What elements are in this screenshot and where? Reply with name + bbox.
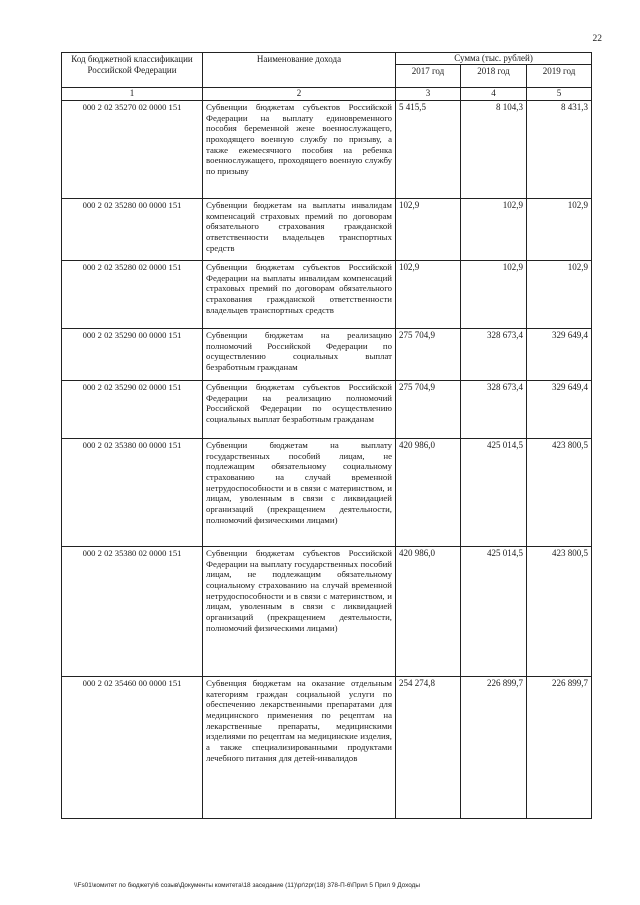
column-index: 3 [396, 87, 461, 100]
table-row [62, 546, 592, 676]
amount-2017-cell: 420 986,0 [396, 546, 461, 676]
revenue-name-cell: Субвенции бюджетам субъектов Российской Федерации на выплату единовременного пособия беременной жене военнослужащего, проходящего военную службу по призыву, а также ежемесячного пособия на ребенка военнослужащего, проходящего военную службу по призыву [203, 100, 396, 198]
amount-2019-cell: 8 431,3 [527, 100, 592, 198]
revenue-name-cell: Субвенции бюджетам на выплату государственных пособий лицам, не подлежащим обязательному социальному страхованию на случай временной нетрудоспособности и в связи с материнством, и лицам, уволенным в связи с ликвидацией организаций (прекращением деятельности, полномочий физическими лицами) [203, 438, 396, 546]
amount-2017-cell: 102,9 [396, 198, 461, 260]
budget-code-cell: 000 2 02 35280 00 0000 151 [62, 198, 203, 260]
page-number: 22 [592, 34, 602, 44]
revenue-name-cell: Субвенции бюджетам субъектов Российской Федерации на выплаты инвалидам компенсаций страховых премий по договорам обязательного страхования гражданской ответственности владельцев транспортных средств [203, 260, 396, 328]
table-row [62, 380, 592, 438]
table-row [62, 198, 592, 260]
budget-code-cell: 000 2 02 35270 02 0000 151 [62, 100, 203, 198]
name-column-header: Наименование дохода [203, 53, 396, 88]
column-index: 1 [62, 87, 203, 100]
amount-2018-cell: 425 014,5 [461, 438, 527, 546]
amount-2018-cell: 8 104,3 [461, 100, 527, 198]
year-header-2018: 2018 год [461, 64, 527, 87]
amount-2017-cell: 102,9 [396, 260, 461, 328]
column-index-row [62, 87, 592, 100]
budget-code-cell: 000 2 02 35380 00 0000 151 [62, 438, 203, 546]
table-row [62, 328, 592, 380]
footer-file-path: \\Fs01\комитет по бюджету\6 созыв\Документы комитета\18 заседание (11)\pr\zpr(18) 378-П-6\Прил 5 Прил 9 Доходы [74, 882, 421, 889]
budget-code-cell: 000 2 02 35280 02 0000 151 [62, 260, 203, 328]
table-header [62, 53, 592, 88]
amount-2019-cell: 329 649,4 [527, 328, 592, 380]
code-column-header: Код бюджетной классификации Российской Федерации [62, 53, 203, 88]
amount-2018-cell: 328 673,4 [461, 380, 527, 438]
year-header-2017: 2017 год [396, 64, 461, 87]
column-index: 2 [203, 87, 396, 100]
amount-2018-cell: 102,9 [461, 198, 527, 260]
table-body [62, 87, 592, 818]
revenue-name-cell: Субвенции бюджетам на выплаты инвалидам компенсаций страховых премий по договорам обязательного страхования гражданской ответственности владельцев транспортных средств [203, 198, 396, 260]
amount-2019-cell: 329 649,4 [527, 380, 592, 438]
amount-2019-cell: 423 800,5 [527, 546, 592, 676]
amount-2017-cell: 254 274,8 [396, 676, 461, 818]
table-row [62, 438, 592, 546]
table-row [62, 676, 592, 818]
amount-2017-cell: 275 704,9 [396, 380, 461, 438]
amount-2019-cell: 226 899,7 [527, 676, 592, 818]
revenue-table [61, 52, 592, 819]
amount-2017-cell: 420 986,0 [396, 438, 461, 546]
table-row [62, 100, 592, 198]
amount-2018-cell: 102,9 [461, 260, 527, 328]
amount-2018-cell: 328 673,4 [461, 328, 527, 380]
amount-2017-cell: 5 415,5 [396, 100, 461, 198]
column-index: 4 [461, 87, 527, 100]
amount-2017-cell: 275 704,9 [396, 328, 461, 380]
amount-2018-cell: 425 014,5 [461, 546, 527, 676]
amount-2019-cell: 423 800,5 [527, 438, 592, 546]
table-row [62, 260, 592, 328]
amount-2018-cell: 226 899,7 [461, 676, 527, 818]
sum-column-header: Сумма (тыс. рублей) [396, 53, 592, 65]
budget-code-cell: 000 2 02 35290 02 0000 151 [62, 380, 203, 438]
amount-2019-cell: 102,9 [527, 260, 592, 328]
column-index: 5 [527, 87, 592, 100]
budget-code-cell: 000 2 02 35460 00 0000 151 [62, 676, 203, 818]
revenue-name-cell: Субвенции бюджетам субъектов Российской Федерации на выплату государственных пособий лицам, не подлежащим обязательному социальному страхованию на случай временной нетрудоспособности и в связи с материнством, и лицам, уволенным в связи с ликвидацией организаций (прекращением деятельности, полномочий физическими лицами) [203, 546, 396, 676]
year-header-2019: 2019 год [527, 64, 592, 87]
budget-code-cell: 000 2 02 35290 00 0000 151 [62, 328, 203, 380]
budget-code-cell: 000 2 02 35380 02 0000 151 [62, 546, 203, 676]
revenue-name-cell: Субвенции бюджетам субъектов Российской Федерации на реализацию полномочий Российской Федерации по осуществлению социальных выплат безработным гражданам [203, 380, 396, 438]
revenue-name-cell: Субвенция бюджетам на оказание отдельным категориям граждан социальной услуги по обеспечению лекарственными препаратами для медицинского применения по рецептам на лекарственные препараты, медицинскими изделиями по рецептам на медицинские изделия, а также специализированными продуктами лечебного питания для детей-инвалидов [203, 676, 396, 818]
revenue-name-cell: Субвенции бюджетам на реализацию полномочий Российской Федерации по осуществлению социальных выплат безработным гражданам [203, 328, 396, 380]
amount-2019-cell: 102,9 [527, 198, 592, 260]
